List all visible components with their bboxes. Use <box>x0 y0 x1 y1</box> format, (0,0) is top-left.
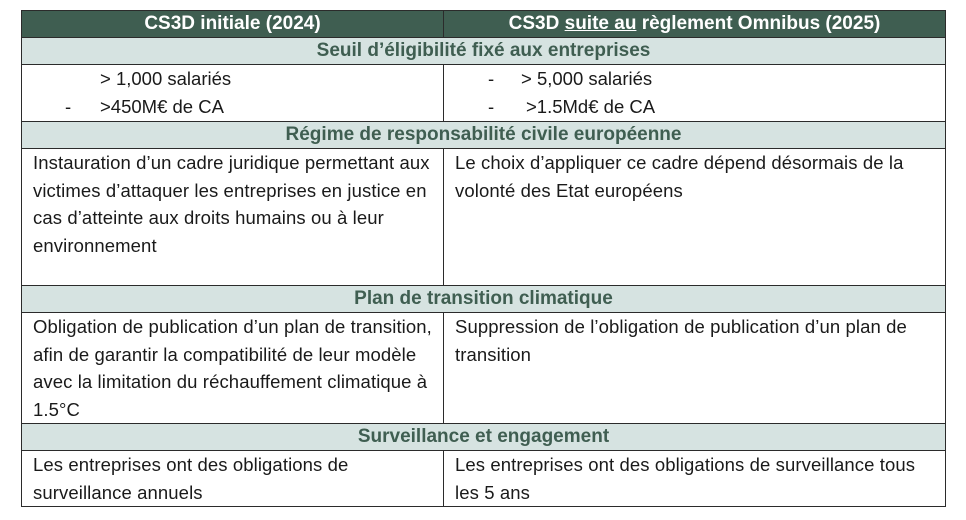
header-omnibus-post: règlement Omnibus (2025) <box>636 13 881 34</box>
eligibility-omnibus-employees: > 5,000 salariés <box>521 68 653 89</box>
table-row-liability <box>22 149 946 286</box>
bullet-dash: - <box>488 68 495 89</box>
header-cs3d-omnibus <box>444 11 946 38</box>
header-omnibus-underlined: suite au <box>564 13 637 34</box>
eligibility-initial-revenue: >450M€ de CA <box>100 96 224 117</box>
table-row-eligibility <box>22 65 946 122</box>
comparison-table <box>21 10 946 507</box>
section-row-transition <box>22 286 946 313</box>
eligibility-initial-employees: > 1,000 salariés <box>100 68 232 89</box>
cell-transition-initial: Obligation de publication d’un plan de transition, afin de garantir la compatibilité de leur modèle avec la limitation du réchauffement climatique à 1.5°C <box>22 313 444 424</box>
table-row-transition <box>22 313 946 424</box>
cell-eligibility-omnibus <box>444 65 946 122</box>
eligibility-omnibus-revenue: >1.5Md€ de CA <box>526 96 656 117</box>
section-row-eligibility <box>22 38 946 65</box>
cell-liability-omnibus: Le choix d’appliquer ce cadre dépend désormais de la volonté des Etat européens <box>444 149 946 286</box>
section-title-eligibility: Seuil d’éligibilité fixé aux entreprises <box>22 38 946 65</box>
cell-transition-omnibus: Suppression de l’obligation de publication d’un plan de transition <box>444 313 946 424</box>
section-row-monitoring <box>22 424 946 451</box>
bullet-dash: - <box>65 96 72 117</box>
header-row <box>22 11 946 38</box>
cell-eligibility-initial <box>22 65 444 122</box>
header-omnibus-pre: CS3D <box>508 13 565 34</box>
section-row-liability <box>22 122 946 149</box>
table-row-monitoring <box>22 451 946 507</box>
cell-monitoring-initial: Les entreprises ont des obligations de surveillance annuels <box>22 451 444 507</box>
section-title-liability: Régime de responsabilité civile européenne <box>22 122 946 149</box>
bullet-dash: - <box>488 96 495 117</box>
section-title-transition: Plan de transition climatique <box>22 286 946 313</box>
cell-monitoring-omnibus: Les entreprises ont des obligations de surveillance tous les 5 ans <box>444 451 946 507</box>
header-cs3d-initial: CS3D initiale (2024) <box>22 11 444 38</box>
cell-liability-initial: Instauration d’un cadre juridique permettant aux victimes d’attaquer les entreprises en justice en cas d’atteinte aux droits humains ou à leur environnement <box>22 149 444 286</box>
section-title-monitoring: Surveillance et engagement <box>22 424 946 451</box>
